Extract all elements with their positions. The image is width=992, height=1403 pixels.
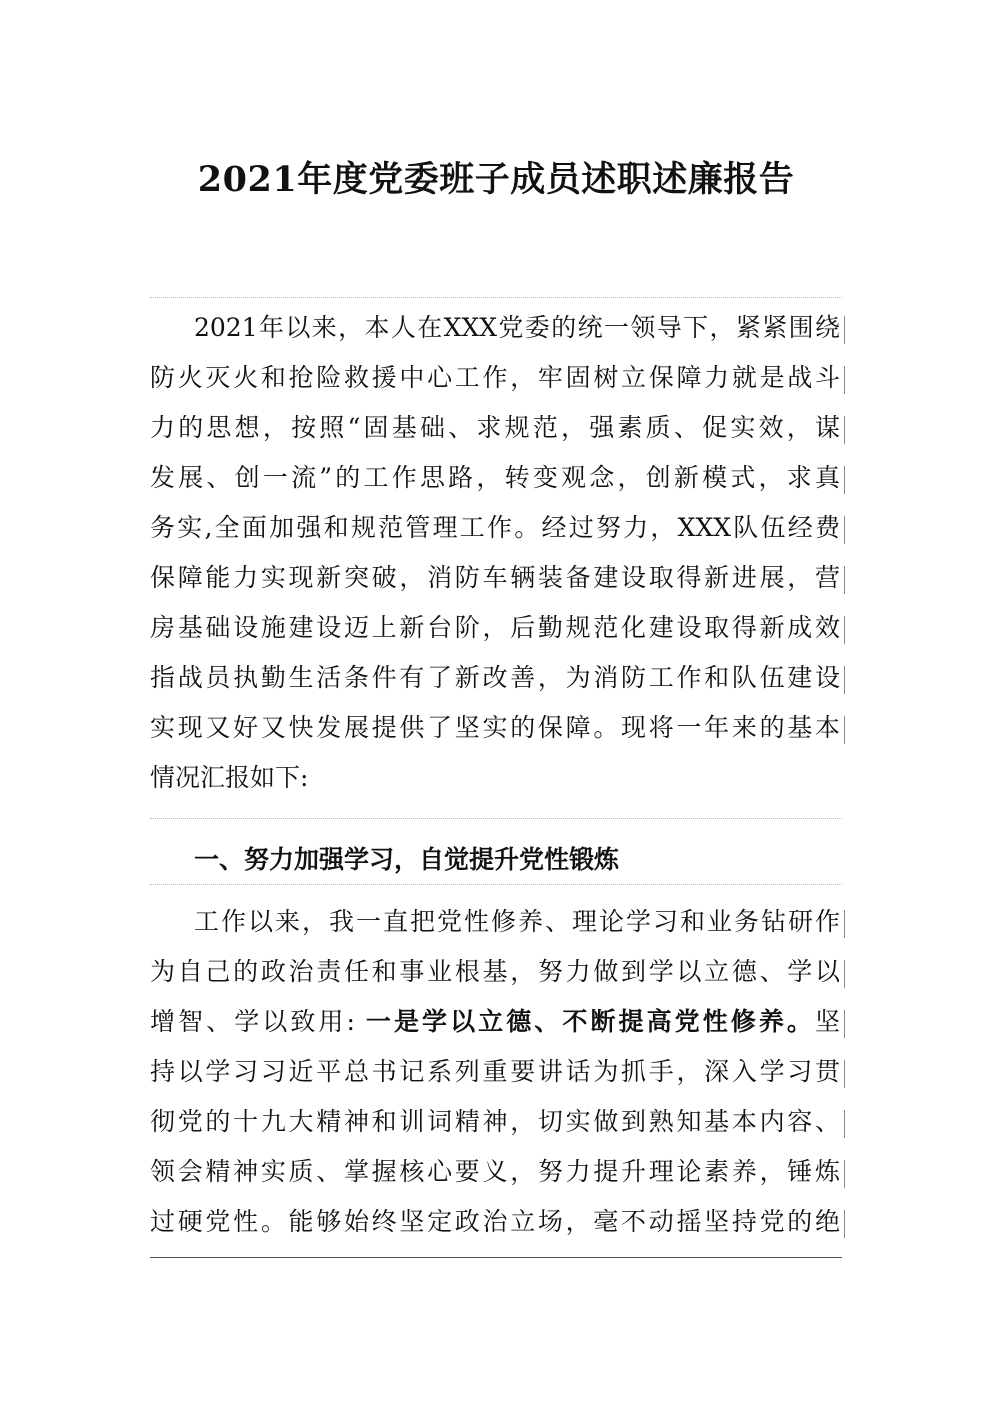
- intro-line: 2021年以来，本人在XXX党委的统一领导下，紧紧围绕: [194, 313, 840, 342]
- section-line-suffix: 坚: [814, 1007, 840, 1036]
- intro-top-rule: [150, 297, 842, 298]
- section-heading: 一、努力加强学习，自觉提升党性锻炼: [194, 845, 620, 874]
- intro-bottom-rule: [150, 818, 842, 819]
- line-end-marker: [844, 1210, 845, 1238]
- line-end-marker: [844, 316, 845, 344]
- line-end-marker: [844, 1010, 845, 1038]
- section-line: 持以学习习近平总书记系列重要讲话为抓手，深入学习贯: [150, 1057, 840, 1086]
- section-line: 彻党的十九大精神和训词精神，切实做到熟知基本内容、: [150, 1107, 840, 1136]
- section-line: [150, 998, 840, 1046]
- line-end-marker: [844, 1060, 845, 1088]
- section-line: 为自己的政治责任和事业根基，努力做到学以立德、学以: [150, 957, 840, 986]
- heading-bottom-rule: [150, 884, 842, 885]
- section-line: 工作以来，我一直把党性修养、理论学习和业务钻研作: [194, 907, 840, 936]
- line-end-marker: [844, 616, 845, 644]
- line-end-marker: [844, 366, 845, 394]
- line-end-marker: [844, 960, 845, 988]
- line-end-marker: [844, 716, 845, 744]
- section-line: 领会精神实质、掌握核心要义，努力提升理论素养，锤炼: [150, 1157, 840, 1186]
- intro-line: 房基础设施建设迈上新台阶，后勤规范化建设取得新成效: [150, 613, 840, 642]
- line-end-marker: [844, 1110, 845, 1138]
- intro-line: 防火灭火和抢险救援中心工作，牢固树立保障力就是战斗: [150, 363, 840, 392]
- document-title: 2021年度党委班子成员述职述廉报告: [197, 159, 795, 200]
- intro-line: 务实,全面加强和规范管理工作。经过努力，XXX队伍经费: [150, 513, 840, 542]
- intro-line: 情况汇报如下:: [150, 763, 309, 792]
- section-line-prefix: 增智、学以致用:: [150, 1007, 366, 1036]
- line-end-marker: [844, 416, 845, 444]
- intro-line: 指战员执勤生活条件有了新改善，为消防工作和队伍建设: [150, 663, 840, 692]
- line-end-marker: [844, 910, 845, 938]
- line-end-marker: [844, 466, 845, 494]
- line-end-marker: [844, 666, 845, 694]
- intro-line: 保障能力实现新突破，消防车辆装备建设取得新进展，营: [150, 563, 840, 592]
- intro-line: 发展、创一流”的工作思路，转变观念，创新模式，求真: [150, 463, 840, 492]
- page-bottom-rule: [150, 1257, 842, 1258]
- point-one-emphasis: 一是学以立德、不断提高党性修养。: [365, 1007, 815, 1036]
- line-end-marker: [844, 516, 845, 544]
- section-line: 过硬党性。能够始终坚定政治立场，毫不动摇坚持党的绝: [150, 1207, 840, 1236]
- line-end-marker: [844, 1160, 845, 1188]
- intro-line: 实现又好又快发展提供了坚实的保障。现将一年来的基本: [150, 713, 840, 742]
- intro-line: 力的思想，按照“固基础、求规范，强素质、促实效，谋: [150, 413, 840, 442]
- line-end-marker: [844, 566, 845, 594]
